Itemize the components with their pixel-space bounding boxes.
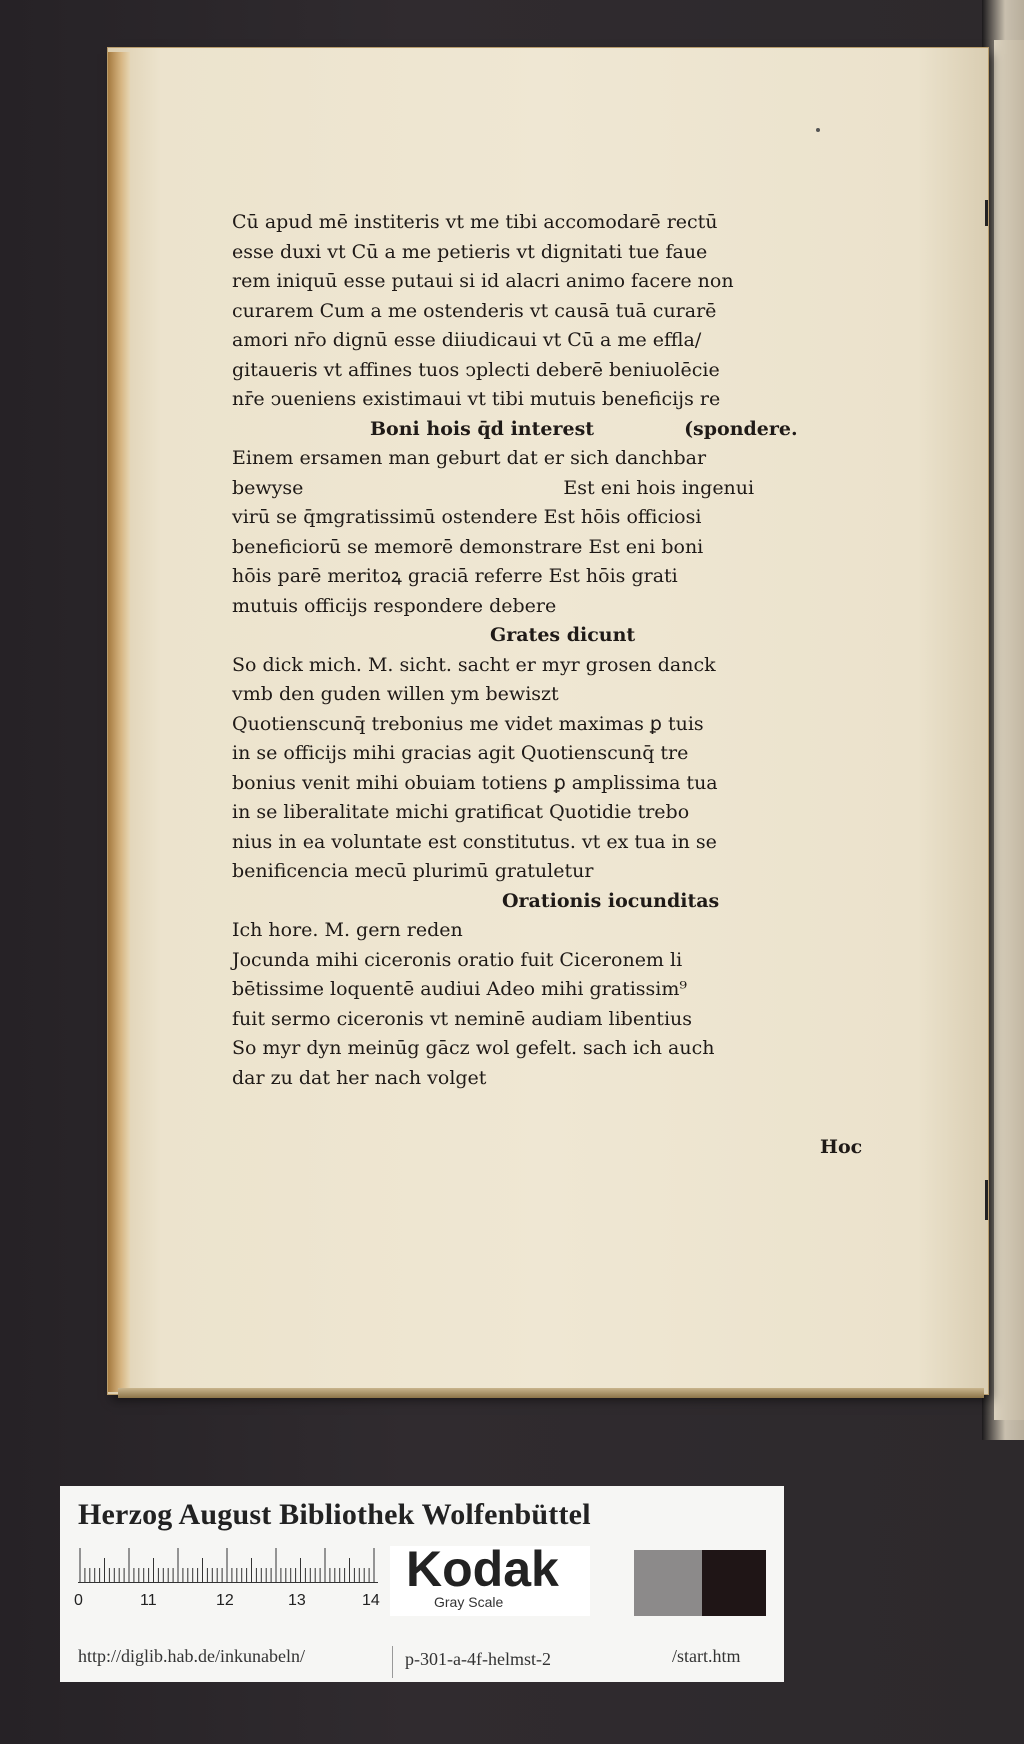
- text-line: Jocunda mihi ciceronis oratio fuit Ciceronem li: [232, 948, 683, 971]
- text-line: curarem Cum a me ostenderis vt causā tuā curarē: [232, 299, 717, 322]
- text-line: amori nr̄o dignū esse diiudicaui vt Cū a me effla/: [232, 329, 702, 351]
- text-line: vmb den guden willen ym bewiszt: [232, 683, 559, 705]
- catchword: Hoc: [820, 1136, 863, 1158]
- text-fragment-right: Est eni hois ingenui: [563, 476, 755, 499]
- section-heading: Orationis iocunditas: [502, 889, 720, 912]
- ruler-number: 0: [74, 1592, 83, 1609]
- text-line: fuit sermo ciceronis vt neminē audiam libentius: [232, 1007, 693, 1030]
- page-gutter: [108, 52, 130, 1392]
- text-line: rem iniquū esse putaui si id alacri animo facere non: [232, 270, 734, 292]
- text-line: So myr dyn meinūg gācz wol gefelt. sach ich auch: [232, 1037, 715, 1059]
- kodak-logo: [390, 1541, 590, 1616]
- text-line: So dick mich. M. sicht. sacht er myr grosen danck: [232, 653, 716, 676]
- text-line: gitaueris vt affines tuos ↄplecti deberē beniuolēcie: [232, 358, 720, 381]
- kodak-wordmark: Kodak: [406, 1541, 559, 1597]
- scale-ruler: [78, 1548, 378, 1583]
- text-line: hōis parē meritoꝝ graciā referre Est hōis grati: [232, 565, 678, 587]
- library-name: Herzog August Bibliothek Wolfenbüttel: [78, 1498, 591, 1531]
- margin-mark: [985, 200, 988, 226]
- text-line: mutuis officijs respondere debere: [232, 594, 557, 617]
- gray-patch: [634, 1550, 702, 1616]
- url-suffix: /start.htm: [672, 1646, 741, 1666]
- text-line: nius in ea voluntate est constitutus. vt ex tua in se: [232, 830, 717, 853]
- text-line: Einem ersamen man geburt dat er sich danchbar: [232, 447, 707, 469]
- text-line: dar zu dat her nach volget: [232, 1066, 487, 1089]
- ruler-number: 14: [362, 1592, 380, 1609]
- dark-patch: [702, 1550, 766, 1616]
- text-line: Ich hore. M. gern reden: [232, 919, 463, 941]
- margin-mark: [985, 1180, 988, 1220]
- page-speck: [816, 128, 820, 132]
- url-shelfmark: p-301-a-4f-helmst-2: [392, 1646, 551, 1678]
- text-line: bētissime loquentē audiui Adeo mihi gratissim⁹: [232, 978, 688, 1000]
- text-line: beneficiorū se memorē demonstrare Est eni boni: [232, 535, 704, 558]
- heading-text: Boni hois q̄d interest: [370, 417, 595, 440]
- text-line: [232, 474, 952, 504]
- ruler-number: 12: [216, 1592, 234, 1609]
- ruler-number: 13: [288, 1592, 306, 1609]
- ruler-number: 11: [140, 1592, 157, 1609]
- incunable-text: [232, 208, 952, 1093]
- url-strip: [60, 1636, 784, 1682]
- text-line: bonius venit mihi obuiam totiens ꝑ amplissima tua: [232, 771, 718, 794]
- text-fragment: bewyse: [232, 476, 304, 499]
- library-color-card: [60, 1486, 784, 1682]
- section-heading: Grates dicunt: [490, 624, 636, 646]
- text-line: nr̄e ↄueniens existimaui vt tibi mutuis beneficijs re: [232, 388, 721, 410]
- text-line: esse duxi vt Cū a me petieris vt dignitati tue faue: [232, 240, 708, 263]
- text-line: benificencia mecū plurimū gratuletur: [232, 860, 594, 882]
- text-line: Quotienscunq̄ trebonius me videt maximas ꝑ tuis: [232, 712, 704, 735]
- heading-continuation: (spondere.: [684, 417, 798, 440]
- adjacent-page: [994, 40, 1024, 1420]
- text-line: virū se q̄mgratissimū ostendere Est hōis officiosi: [232, 506, 702, 528]
- url-base: http://diglib.hab.de/inkunabeln/: [78, 1646, 305, 1666]
- section-heading: [232, 415, 952, 445]
- page-bottom-edge: [118, 1388, 984, 1398]
- text-line: in se officijs mihi gracias agit Quotienscunq̄ tre: [232, 742, 689, 764]
- gray-scale-caption: Gray Scale: [434, 1594, 504, 1610]
- text-line: in se liberalitate michi gratificat Quotidie trebo: [232, 801, 690, 823]
- text-line: Cū apud mē institeris vt me tibi accomodarē rectū: [232, 211, 718, 233]
